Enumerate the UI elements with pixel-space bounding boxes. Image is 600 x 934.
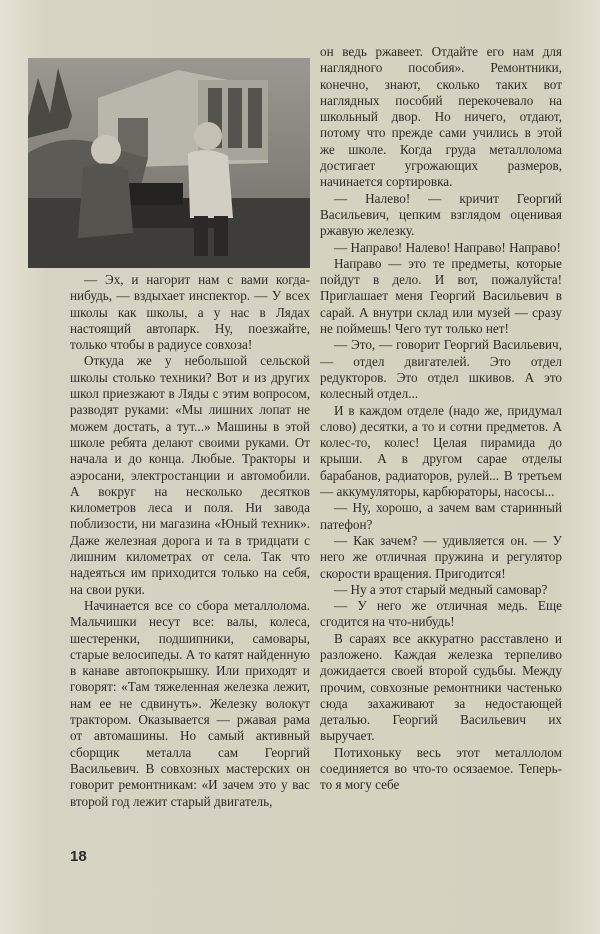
paragraph: — Направо! Налево! Направо! Направо!: [334, 239, 561, 255]
article-photo: [28, 58, 310, 268]
right-text-column: [320, 44, 562, 794]
paragraph: Откуда же у небольшой сельской школы столько техники? Вот и из других школ приезжают в Ляды с этим вопросом, разводят руками: «Мы лишних лопат не можем достать, а тут...» Машины в этой школе ребята делают своими руками. От начала и до конца. Любые. Тракторы и аэросани, электростанции и автомобили. А вокруг на несколько десятков километров леса и поля. Ни завода поблизости, ни магазина «Юный техник». Даже железная дорога и та в тридцати с лишним километрах от села. Так что надеяться им приходится только на себя, на свои руки.: [70, 353, 310, 597]
photo-boys-with-engine: [28, 58, 310, 268]
paragraph: — Как зачем? — удивляется он. — У него же отличная пружина и регулятор скорости вращения. Пригодится!: [320, 532, 562, 581]
left-text-column: [70, 272, 310, 810]
paragraph: Потихоньку весь этот металлолом соединяется во что-то осязаемое. Теперь-то я могу себе: [320, 744, 562, 793]
paragraph: — Ну, хорошо, а зачем вам старинный патефон?: [320, 500, 562, 532]
paragraph: — Ну а этот старый медный самовар?: [334, 581, 548, 597]
paragraph: В сараях все аккуратно расставлено и разложено. Каждая железка терпеливо дожидается своей второй судьбы. Между прочим, совхозные ремонтники частенько сюда захаживают за недостающей деталью. Георгий Васильевич их выручает.: [320, 630, 562, 744]
paragraph: Направо — это те предметы, которые пойдут в дело. И вот, пожалуйста! Приглашает меня Георгий Васильевич в сарай. А внутри склад или музей — сразу не поймешь! Чего тут только нет!: [320, 255, 562, 337]
paragraph: он ведь ржавеет. Отдайте его нам для наглядного пособия». Ремонтники, конечно, знают, сколько таких вот наглядных пособий перекочевало на школьный двор. Но ничего, отдают, потому что прежде сами учились в этой же школе. Когда груда металлолома достигает угрожающих размеров, начинается сортировка.: [320, 44, 562, 190]
paragraph: Начинается все со сбора металлолома. Мальчишки несут все: валы, колеса, шестеренки, подшипники, самовары, старые велосипеды. А то катят найденную в канаве автопокрышку. Или приходят и говорят: «Там тяжеленная железка лежит, нам ее не сдвинуть». Железку волокут трактором. Оказывается — ржавая рама от автомашины. Но самый активный сборщик металла сам Георгий Васильевич. В совхозных мастерских он говорит ремонтникам: «И зачем это у вас второй год лежит старый двигатель,: [70, 597, 310, 809]
paragraph: — Эх, и нагорит нам с вами когда-нибудь, — вздыхает инспектор. — У всех школы как школы, а у нас в Лядах настоящий автопарк. Ну, поезжайте, только чтобы в радиусе совхоза!: [70, 272, 310, 353]
paragraph: — Налево! — кричит Георгий Васильевич, цепким взглядом оценивая ржавую железку.: [320, 190, 562, 239]
page-number: 18: [70, 848, 87, 865]
paragraph: И в каждом отделе (надо же, придумал слово) десятки, а то и сотни предметов. А колес-то, колес! Целая пирамида до крыши. А в другом сарае отделы барабанов, радиаторов, рулей... В третьем — аккумуляторы, карбюраторы, насосы...: [320, 402, 562, 500]
paragraph: — У него же отличная медь. Еще сгодится на что-нибудь!: [320, 598, 562, 630]
paragraph: — Это, — говорит Георгий Васильевич, — отдел двигателей. Это отдел редукторов. Это отдел шкивов. А это колесный отдел...: [320, 337, 562, 402]
